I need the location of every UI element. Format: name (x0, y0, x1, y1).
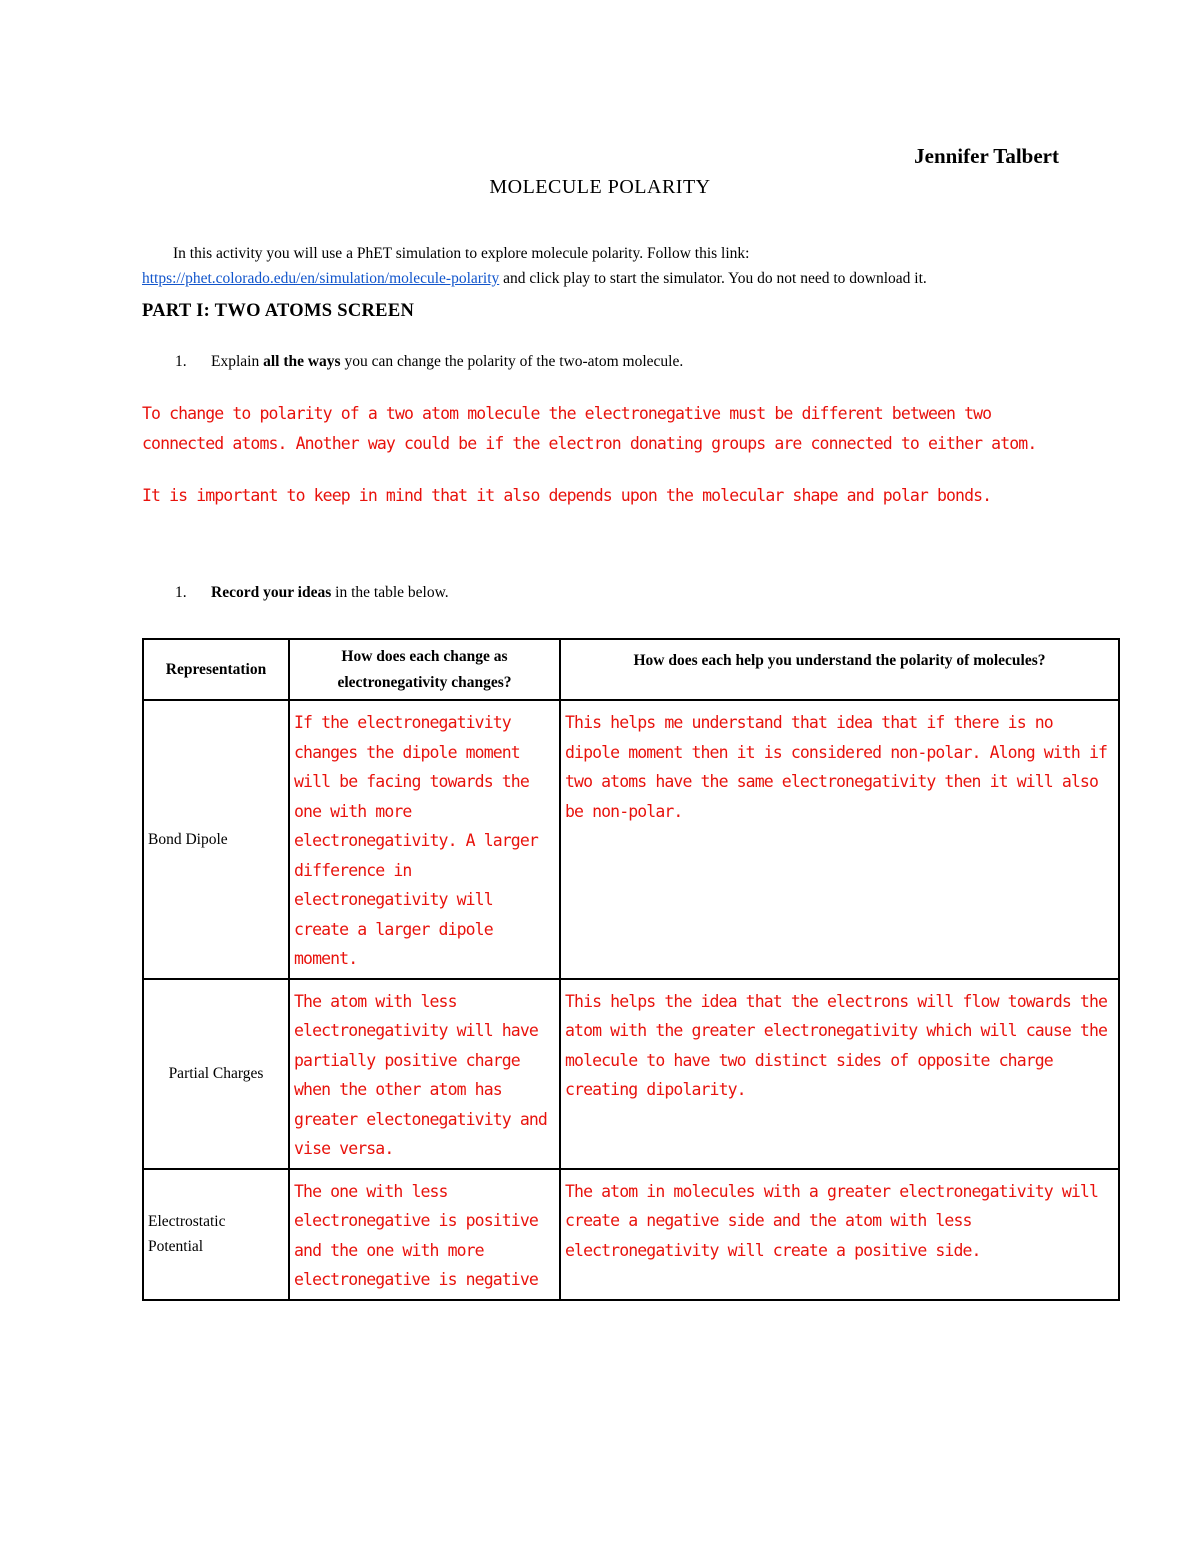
table-header-row (143, 639, 1119, 700)
intro-text-continued: and click play to start the simulator. You do not need to download it. (499, 270, 927, 287)
table-row (143, 700, 1119, 979)
row-representation: Bond Dipole (143, 700, 289, 979)
author-name: Jennifer Talbert (914, 144, 1059, 168)
ideas-table (142, 638, 1120, 1301)
document-title: MOLECULE POLARITY (489, 176, 711, 198)
question-number: 1. (175, 584, 187, 601)
question-suffix: in the table below. (331, 584, 449, 601)
part-heading: PART I: TWO ATOMS SCREEN (142, 301, 415, 321)
row-change: If the electronegativity changes the dipole moment will be facing towards the one with more electronegativity. A larger difference in electronegativity will create a larger dipole moment. (289, 700, 560, 979)
row-change: The atom with less electronegativity will have partially positive charge when the other atom has greater electonegativity and vise versa. (289, 979, 560, 1169)
question-prefix: Explain (211, 353, 264, 370)
question-bold: Record your ideas (211, 584, 332, 601)
row-understanding: This helps me understand that idea that if there is no dipole moment then it is considered non-polar. Along with if two atoms have the same electronegativity then it will also be non-polar. (560, 700, 1119, 979)
question-bold: all the ways (263, 353, 341, 370)
header-change: How does each change as electronegativity changes? (289, 639, 560, 700)
answer-paragraph-2: It is important to keep in mind that it also depends upon the molecular shape and polar bonds. (142, 486, 992, 505)
table-row (143, 979, 1119, 1169)
header-understanding: How does each help you understand the polarity of molecules? (560, 639, 1119, 700)
row-representation: Electrostatic Potential (143, 1169, 289, 1300)
intro-text: In this activity you will use a PhET simulation to explore molecule polarity. Follow this link: (173, 245, 750, 262)
phet-simulation-link[interactable]: https://phet.colorado.edu/en/simulation/molecule-polarity (142, 270, 500, 287)
question-2 (142, 584, 449, 602)
row-representation: Partial Charges (143, 979, 289, 1169)
table-row (143, 1169, 1119, 1300)
question-suffix: you can change the polarity of the two-atom molecule. (340, 353, 684, 370)
row-change: The one with less electronegative is positive and the one with more electronegative is negative (289, 1169, 560, 1300)
row-understanding: This helps the idea that the electrons will flow towards the atom with the greater electronegativity which will cause the molecule to have two distinct sides of opposite charge creating dipolarity. (560, 979, 1119, 1169)
answer-paragraph-1: To change to polarity of a two atom molecule the electronegative must be different between two connected atoms. Another way could be if the electron donating groups are connected to either atom. (142, 404, 1037, 453)
question-number: 1. (175, 353, 187, 370)
question-1 (142, 353, 683, 371)
intro-paragraph (142, 241, 1092, 291)
header-representation: Representation (143, 639, 289, 700)
row-understanding: The atom in molecules with a greater electronegativity will create a negative side and the atom with less electronegativity will create a positive side. (560, 1169, 1119, 1300)
